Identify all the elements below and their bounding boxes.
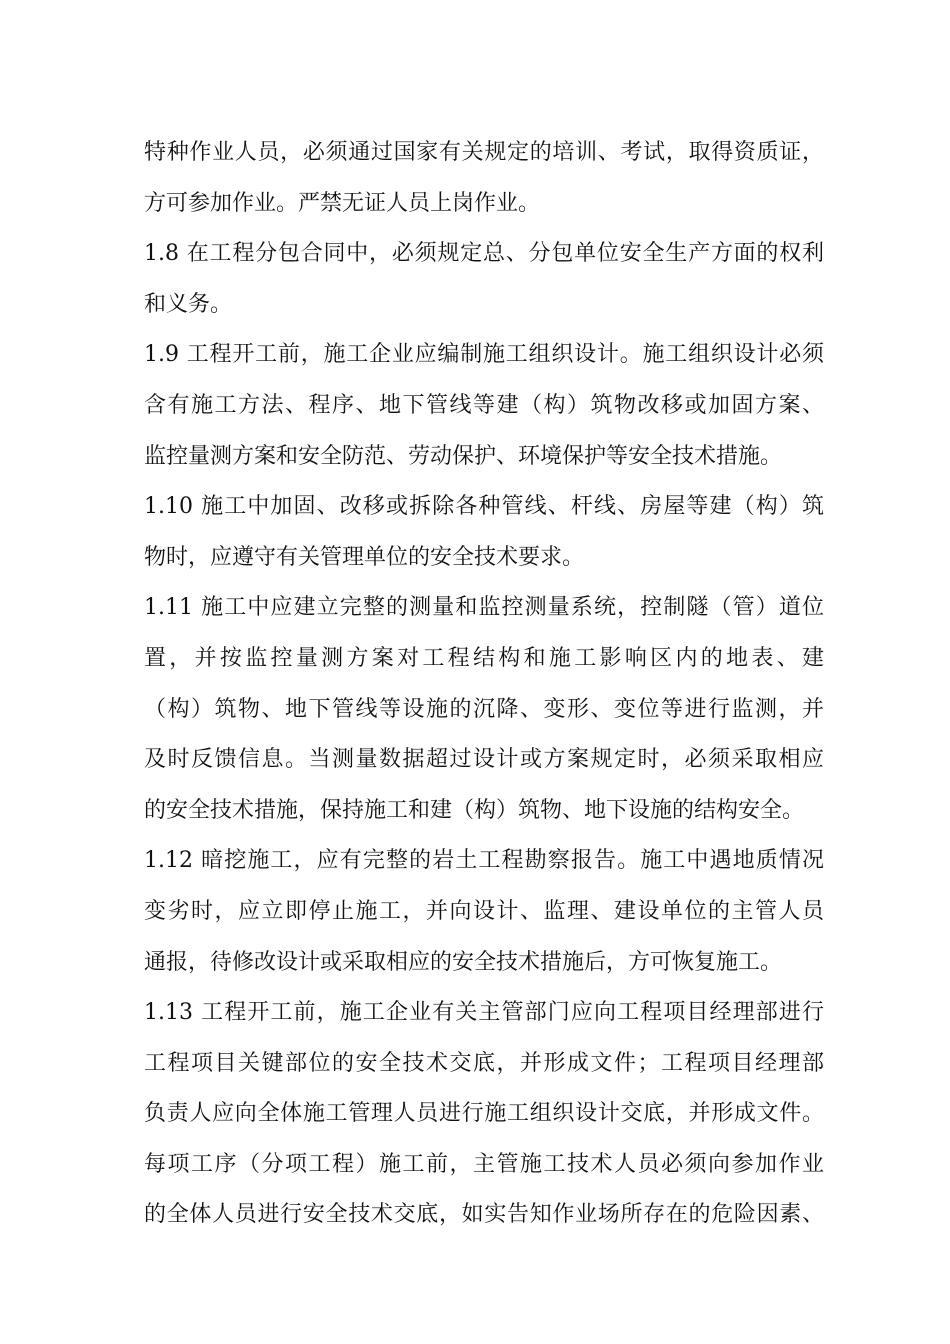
text-line: 1.10 施工中加固、改移或拆除各种管线、杆线、房屋等建（构）筑 bbox=[144, 494, 824, 520]
text-line: 1.8 在工程分包合同中，必须规定总、分包单位安全生产方面的权利 bbox=[144, 241, 824, 267]
text-line: （构）筑物、地下管线等设施的沉降、变形、变位等进行监测，并 bbox=[144, 696, 824, 722]
text-line: 含有施工方法、程序、地下管线等建（构）筑物改移或加固方案、 bbox=[144, 392, 824, 418]
text-line: 1.9 工程开工前，施工企业应编制施工组织设计。施工组织设计必须 bbox=[144, 342, 824, 368]
text-line: 1.12 暗挖施工，应有完整的岩土工程勘察报告。施工中遇地质情况 bbox=[144, 848, 824, 874]
document-body bbox=[144, 128, 824, 1241]
text-line: 的安全技术措施，保持施工和建（构）筑物、地下设施的结构安全。 bbox=[144, 797, 805, 823]
text-line: 1.13 工程开工前，施工企业有关主管部门应向工程项目经理部进行 bbox=[144, 1000, 824, 1026]
text-line: 物时，应遵守有关管理单位的安全技术要求。 bbox=[144, 544, 585, 570]
text-line: 及时反馈信息。当测量数据超过设计或方案规定时，必须采取相应 bbox=[144, 747, 824, 773]
text-line: 监控量测方案和安全防范、劳动保护、环境保护等安全技术措施。 bbox=[144, 443, 783, 469]
text-line: 特种作业人员，必须通过国家有关规定的培训、考试，取得资质证， bbox=[144, 140, 824, 165]
text-line: 和义务。 bbox=[144, 291, 233, 317]
text-line: 方可参加作业。严禁无证人员上岗作业。 bbox=[144, 190, 541, 216]
text-line: 每项工序（分项工程）施工前，主管施工技术人员必须向参加作业 bbox=[144, 1151, 824, 1177]
text-line: 工程项目关键部位的安全技术交底，并形成文件；工程项目经理部 bbox=[144, 1050, 824, 1076]
text-line: 的全体人员进行安全技术交底，如实告知作业场所存在的危险因素、 bbox=[144, 1202, 824, 1228]
text-line: 置，并按监控量测方案对工程结构和施工影响区内的地表、建 bbox=[144, 645, 824, 671]
text-line: 通报，待修改设计或采取相应的安全技术措施后，方可恢复施工。 bbox=[144, 949, 783, 975]
text-line: 负责人应向全体施工管理人员进行施工组织设计交底，并形成文件。 bbox=[144, 1101, 824, 1127]
text-line: 变劣时，应立即停止施工，并向设计、监理、建设单位的主管人员 bbox=[144, 898, 824, 924]
text-line: 1.11 施工中应建立完整的测量和监控测量系统，控制隧（管）道位 bbox=[144, 595, 824, 621]
